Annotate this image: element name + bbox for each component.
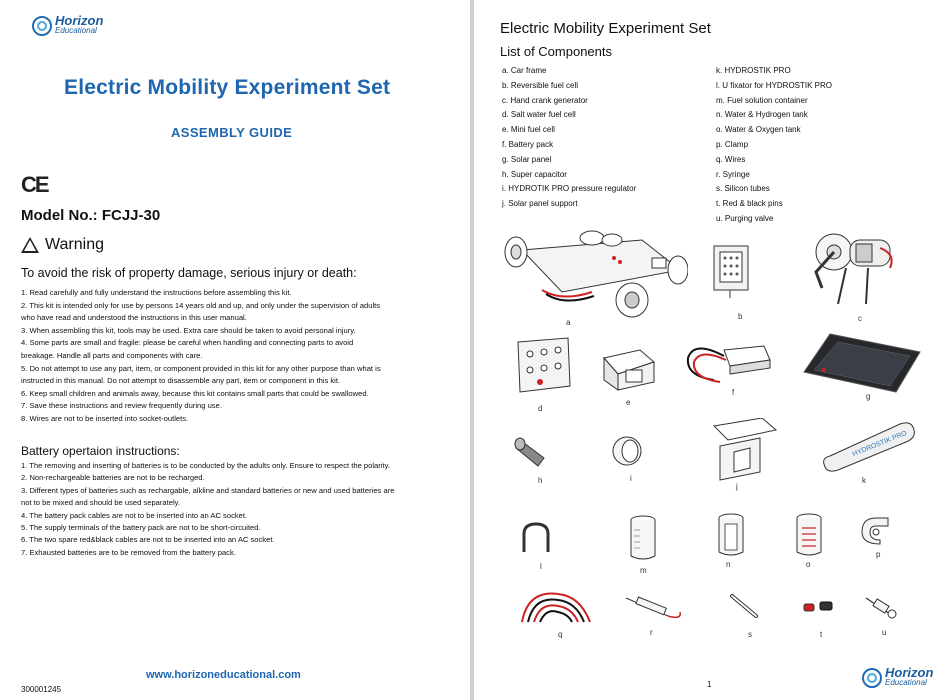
warning-item: 4. Some parts are small and fragile: please be careful when handling and connecting parts to avoid xyxy=(21,338,354,348)
component-item: n. Water & Hydrogen tank xyxy=(716,110,808,120)
figure-label-p: p xyxy=(876,550,881,559)
warning-item: 2. This kit is intended only for use by persons 14 years old and up, and only under the supervision of adults xyxy=(21,300,381,310)
battery-instruction-item: 7. Exhausted batteries are to be removed from the battery pack. xyxy=(21,547,236,557)
right-page xyxy=(474,0,950,700)
figure-label-o: o xyxy=(806,560,811,569)
warning-item: 7. Save these instructions and review frequently during use. xyxy=(21,401,222,411)
hydrostik-pro-label: HYDROSTIK PRO xyxy=(851,429,909,459)
wires-illustration xyxy=(518,586,594,626)
figure-label-b: b xyxy=(738,312,743,321)
figure-label-a: a xyxy=(566,318,571,327)
page-title: Electric Mobility Experiment Set xyxy=(64,76,391,99)
water-oxygen-tank-illustration xyxy=(794,512,824,558)
warning-item: 6. Keep small children and animals away, because this kit contains small parts that could be swallowed. xyxy=(21,388,369,398)
warning-item: instructed in this manual. Do not attempt to disassemble any part, item or component in this kit. xyxy=(21,376,341,386)
figure-label-e: e xyxy=(626,398,631,407)
component-item: h. Super capacitor xyxy=(502,169,567,179)
components-column-2 xyxy=(716,64,832,227)
figure-label-k: k xyxy=(862,476,866,485)
battery-heading: Battery opertaion instructions: xyxy=(21,444,180,458)
warning-list xyxy=(21,287,441,426)
component-item: r. Syringe xyxy=(716,169,750,179)
battery-instruction-item: 6. The two spare red&black cables are not to be inserted into an AC socket. xyxy=(21,535,275,545)
page-number: 1 xyxy=(707,680,712,689)
logo-sub: Educational xyxy=(885,678,927,687)
component-item: i. HYDROTIK PRO pressure regulator xyxy=(502,184,637,194)
silicon-tubes-illustration xyxy=(728,592,764,622)
figure-label-d: d xyxy=(538,404,543,413)
assembly-guide-subtitle: ASSEMBLY GUIDE xyxy=(171,125,293,140)
water-hydrogen-tank-illustration xyxy=(716,512,746,558)
component-item: t. Red & black pins xyxy=(716,199,783,209)
component-item: p. Clamp xyxy=(716,139,749,149)
figure-label-l: l xyxy=(540,562,542,571)
component-item: j. Solar panel support xyxy=(502,199,578,209)
figure-label-s: s xyxy=(748,630,752,639)
figure-label-g: g xyxy=(866,392,871,401)
hydrostik-pro-illustration xyxy=(820,416,916,472)
red-black-pins-illustration xyxy=(802,600,838,616)
syringe-illustration xyxy=(620,592,690,628)
u-fixator-illustration xyxy=(518,520,554,556)
component-item: l. U fixator for HYDROSTIK PRO xyxy=(716,80,833,90)
salt-water-fuel-cell-illustration xyxy=(510,334,576,396)
pressure-regulator-illustration xyxy=(610,434,644,468)
logo-brand: Horizon xyxy=(885,665,934,680)
solar-panel-illustration xyxy=(800,330,924,396)
warning-item: who have read and understood the instructions in this user manual. xyxy=(21,313,247,323)
battery-pack-illustration xyxy=(684,340,774,384)
purging-valve-illustration xyxy=(860,592,900,622)
component-item: k. HYDROSTIK PRO xyxy=(716,66,791,75)
figure-label-n: n xyxy=(726,560,731,569)
warning-item: 1. Read carefully and fully understand the instructions before assembling this kit. xyxy=(21,288,292,297)
component-item: m. Fuel solution container xyxy=(716,95,808,105)
figure-label-i: i xyxy=(630,474,632,483)
figure-label-u: u xyxy=(882,628,887,637)
component-item: q. Wires xyxy=(716,154,746,164)
hand-crank-generator-illustration xyxy=(810,228,906,310)
component-item: g. Solar panel xyxy=(502,154,552,164)
figure-label-t: t xyxy=(820,630,823,639)
warning-item: breakage. Handle all parts and components with care. xyxy=(21,350,203,360)
component-item: s. Silicon tubes xyxy=(716,184,770,194)
battery-instruction-item: not to be mixed and should be used separately. xyxy=(21,498,181,508)
mini-fuel-cell-illustration xyxy=(600,346,658,392)
figure-label-j: j xyxy=(736,482,738,491)
warning-label: Warning xyxy=(45,236,104,253)
component-item: a. Car frame xyxy=(502,66,547,75)
figure-label-h: h xyxy=(538,476,543,485)
figure-label-m: m xyxy=(640,566,647,575)
warning-heading xyxy=(21,236,104,254)
figure-label-f: f xyxy=(732,388,735,397)
battery-instruction-item: 4. The battery pack cables are not to be inserted into an AC socket. xyxy=(21,510,248,520)
risk-statement: To avoid the risk of property damage, serious injury or death: xyxy=(21,266,357,280)
reversible-fuel-cell-illustration xyxy=(710,240,754,300)
components-column-1 xyxy=(502,64,636,212)
logo-sub: Educational xyxy=(55,26,97,35)
battery-instruction-item: 2. Non-rechargeable batteries are not to be recharged. xyxy=(21,473,205,483)
battery-instruction-item: 5. The supply terminals of the battery pack are not to be short-circuited. xyxy=(21,523,261,533)
component-item: c. Hand crank generator xyxy=(502,95,588,105)
figure-label-c: c xyxy=(858,314,862,323)
component-item: b. Reversible fuel cell xyxy=(502,80,579,90)
battery-instruction-item: 1. The removing and inserting of batteries is to be conducted by the adults only. Ensure to respect the polarity. xyxy=(21,461,390,470)
website-link[interactable]: www.horizoneducational.com xyxy=(146,669,301,681)
component-item: f. Battery pack xyxy=(502,139,554,149)
car-frame-illustration xyxy=(502,222,688,318)
battery-instruction-item: 3. Different types of batteries such as rechargable, alkline and standard batteries or new and used batteries are xyxy=(21,485,395,495)
warning-item: 3. When assembling this kit, tools may be used. Extra care should be taken to avoid personal injury. xyxy=(21,325,356,335)
battery-list xyxy=(21,460,446,559)
component-item: u. Purging valve xyxy=(716,213,774,223)
solar-panel-support-illustration xyxy=(710,418,780,482)
component-item: o. Water & Oxygen tank xyxy=(716,125,801,135)
super-capacitor-illustration xyxy=(514,432,554,472)
left-page xyxy=(0,0,470,700)
components-heading: List of Components xyxy=(500,44,613,59)
component-item: e. Mini fuel cell xyxy=(502,125,555,135)
document-number: 300001245 xyxy=(21,685,62,694)
horizon-logo xyxy=(32,13,104,36)
model-number: Model No.: FCJJ-30 xyxy=(21,207,161,224)
clamp-illustration xyxy=(858,512,892,546)
ce-mark: CE xyxy=(21,172,48,197)
component-item: d. Salt water fuel cell xyxy=(502,110,576,120)
figure-label-q: q xyxy=(558,630,563,639)
warning-item: 8. Wires are not to be inserted into socket-outlets. xyxy=(21,413,189,423)
figure-label-r: r xyxy=(650,628,653,637)
fuel-solution-container-illustration xyxy=(628,514,658,562)
warning-item: 5. Do not attempt to use any part, item, or component provided in this kit for any other purpose than what is xyxy=(21,363,381,373)
horizon-swirl-icon xyxy=(32,16,52,36)
horizon-logo-footer xyxy=(862,665,934,688)
horizon-swirl-icon xyxy=(862,668,882,688)
right-page-title: Electric Mobility Experiment Set xyxy=(500,20,711,37)
warning-triangle-icon xyxy=(21,237,39,253)
logo-brand: Horizon xyxy=(55,13,104,28)
